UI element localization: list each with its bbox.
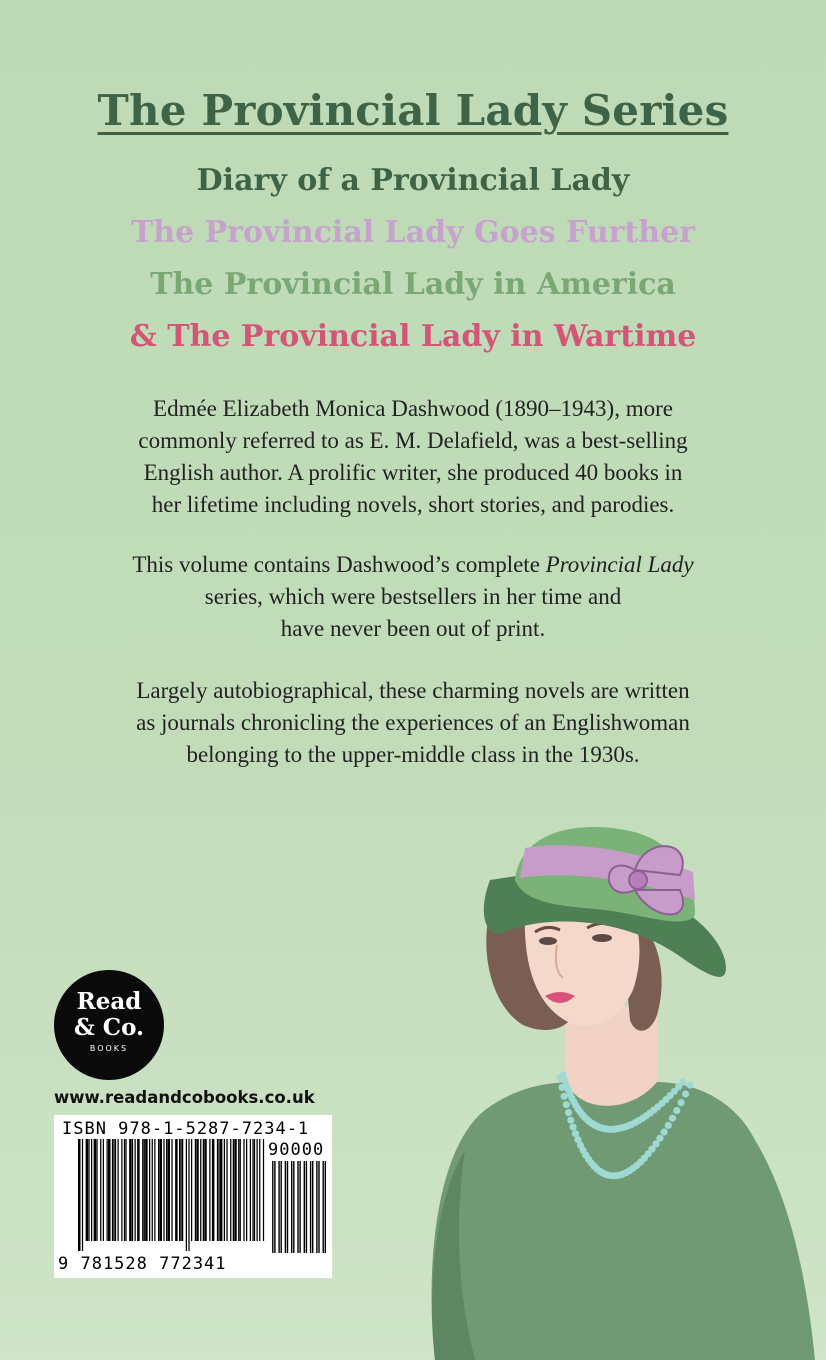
barcode-bar	[113, 1139, 114, 1241]
barcode-bar	[234, 1139, 237, 1241]
barcode-bar	[316, 1161, 317, 1253]
barcode-bar	[182, 1139, 183, 1241]
logo-text: Read	[76, 988, 142, 1015]
barcode-bar	[118, 1139, 119, 1241]
barcode-bar	[160, 1139, 163, 1241]
barcode-bar	[129, 1139, 132, 1241]
barcode-bar	[250, 1139, 251, 1241]
barcode-bar	[144, 1139, 145, 1241]
pearl	[679, 1078, 686, 1085]
barcode-bar	[145, 1139, 148, 1241]
barcode-bar	[204, 1139, 207, 1241]
text-line: Largely autobiographical, these charming novels are written	[136, 678, 690, 703]
barcode-bar	[163, 1139, 164, 1241]
barcode-bar	[285, 1161, 286, 1253]
barcode-bar	[252, 1139, 253, 1241]
pearl	[678, 1099, 685, 1106]
barcode-bar	[188, 1139, 189, 1251]
barcode-bar	[115, 1139, 116, 1241]
barcode-bar	[78, 1139, 81, 1251]
barcode-bar	[196, 1139, 199, 1241]
barcode-bar	[137, 1139, 140, 1241]
text-line	[0, 549, 826, 581]
isbn-barcode	[54, 1115, 332, 1278]
eye	[539, 937, 557, 945]
publisher-website: www.readandcobooks.co.uk	[54, 1088, 315, 1107]
barcode-bar	[254, 1139, 255, 1241]
logo-text: BOOKS	[89, 1044, 129, 1053]
barcode-bar	[82, 1139, 83, 1251]
barcode-bar	[238, 1139, 239, 1241]
barcode-bar	[152, 1139, 153, 1241]
pearl	[673, 1107, 680, 1114]
barcode-bar	[220, 1139, 223, 1241]
barcode-bar	[171, 1139, 172, 1241]
barcode-bar	[154, 1139, 155, 1241]
author-bio-paragraph	[0, 393, 826, 521]
barcode-bar	[246, 1139, 247, 1241]
title-diary-of-a-provincial-lady: Diary of a Provincial Lady	[196, 163, 630, 198]
logo-text: & Co.	[73, 1014, 145, 1041]
pearl	[556, 1074, 563, 1081]
barcode-bar	[209, 1139, 210, 1241]
barcode-bar	[94, 1139, 97, 1241]
pearl	[567, 1117, 574, 1124]
text-line: her lifetime including novels, short stories, and parodies.	[151, 492, 675, 517]
barcode-bar	[108, 1139, 111, 1241]
barcode-bar	[112, 1139, 113, 1241]
barcode-bar	[243, 1139, 244, 1241]
barcode-bar	[287, 1161, 288, 1253]
barcode-bar	[226, 1139, 227, 1241]
barcode-bar	[230, 1139, 231, 1241]
barcode-bar	[86, 1139, 89, 1241]
barcode-bar	[224, 1139, 225, 1241]
pearl	[665, 1122, 672, 1129]
barcode-bar	[158, 1139, 159, 1241]
isbn-text: ISBN 978-1-5287-7234-1	[62, 1119, 310, 1139]
pearl	[563, 1101, 570, 1108]
volume-contents-paragraph	[0, 549, 826, 645]
title-goes-further: The Provincial Lady Goes Further	[130, 215, 695, 250]
barcode-bar	[318, 1161, 319, 1253]
barcode-bar	[132, 1139, 133, 1241]
series-name-italic: Provincial Lady	[545, 552, 694, 577]
barcode-bar	[263, 1139, 264, 1241]
barcode-bar	[304, 1161, 305, 1253]
pearl	[669, 1115, 676, 1122]
barcode-bar	[103, 1139, 104, 1241]
barcode-bar	[100, 1139, 101, 1241]
pearl	[558, 1084, 565, 1091]
barcode-bar	[142, 1139, 143, 1241]
text-line: series, which were bestsellers in her time and	[204, 584, 622, 609]
barcode-bar	[291, 1161, 292, 1253]
barcode-digits: 9 781528 772341	[58, 1254, 227, 1274]
barcode-bar	[125, 1139, 126, 1241]
pearl	[561, 1093, 568, 1100]
barcode-bar	[293, 1161, 294, 1253]
barcode-bar	[281, 1161, 282, 1253]
text-line: belonging to the upper-middle class in the 1930s.	[186, 742, 640, 767]
barcode-bar	[325, 1161, 326, 1253]
barcode-bar	[191, 1139, 192, 1241]
text-line: English author. A prolific writer, she produced 40 books in	[143, 460, 683, 485]
barcode-bar	[91, 1139, 92, 1241]
publisher-logo	[54, 970, 164, 1080]
pearl	[686, 1081, 693, 1088]
text-line: commonly referred to as E. M. Delafield, was a best-selling	[138, 428, 688, 453]
price-code: 90000	[268, 1140, 325, 1160]
eye	[592, 934, 612, 942]
barcode-bar	[217, 1139, 218, 1241]
barcode-bar	[297, 1161, 298, 1253]
dress	[432, 1082, 815, 1360]
barcode-bar	[179, 1139, 180, 1241]
barcode-bar	[96, 1139, 97, 1241]
barcode-bar	[186, 1139, 187, 1251]
barcode-bar	[257, 1139, 258, 1241]
barcode-bar	[200, 1139, 201, 1241]
text-line: have never been out of print.	[280, 616, 546, 641]
barcode-bar	[124, 1139, 125, 1241]
barcode-bar	[107, 1139, 108, 1241]
pearl	[570, 1124, 577, 1131]
barcode-bar	[240, 1139, 241, 1241]
barcode-bar	[218, 1139, 219, 1241]
barcode-bar	[306, 1161, 307, 1253]
barcode-bar	[259, 1139, 260, 1241]
title-in-wartime: & The Provincial Lady in Wartime	[129, 319, 697, 354]
barcode-bar	[299, 1161, 300, 1253]
barcode-bar	[195, 1139, 196, 1241]
text-line: Edmée Elizabeth Monica Dashwood (1890–1943), more	[153, 396, 673, 421]
barcode-bar	[203, 1139, 204, 1241]
barcode-bar	[175, 1139, 178, 1241]
pearl	[682, 1090, 689, 1097]
text-line: as journals chronicling the experiences of an Englishwoman	[136, 710, 690, 735]
title-in-america: The Provincial Lady in America	[150, 267, 676, 302]
lady-illustration	[395, 820, 826, 1360]
series-heading: The Provincial Lady Series	[97, 86, 729, 135]
barcode-bar	[312, 1161, 313, 1253]
barcode-bar	[135, 1139, 136, 1241]
barcode-bar	[181, 1139, 182, 1241]
description-paragraph	[0, 675, 826, 771]
barcode-bar	[88, 1139, 89, 1241]
text-segment: This volume contains Dashwood’s complete	[132, 552, 546, 577]
barcode-bar	[310, 1161, 311, 1253]
barcode-bar	[323, 1161, 324, 1253]
barcode-bar	[212, 1139, 215, 1241]
pearl	[565, 1109, 572, 1116]
barcode-bar	[272, 1161, 273, 1253]
barcode-bar	[274, 1161, 275, 1253]
pearl	[656, 1135, 663, 1142]
pearl	[661, 1128, 668, 1135]
barcode-bar	[278, 1161, 279, 1253]
barcode-bar	[121, 1139, 122, 1241]
barcode-bar	[168, 1139, 171, 1241]
barcode-bar	[149, 1139, 150, 1241]
barcode-bar	[233, 1139, 234, 1241]
barcode-bar	[166, 1139, 167, 1241]
